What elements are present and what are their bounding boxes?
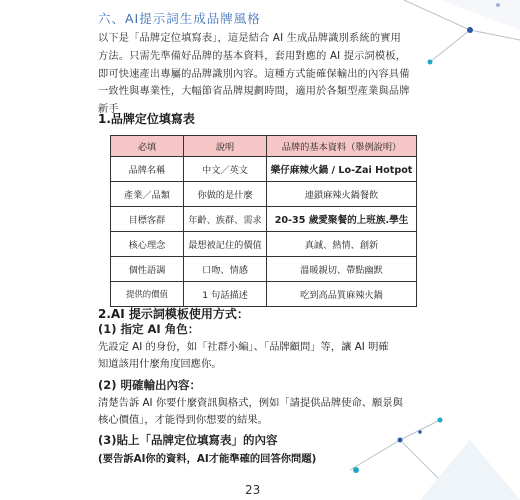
intro-line: 即可快速產出專屬的品牌識別內容。這種方式能確保輸出的內容具備 — [98, 68, 410, 80]
table-cell: 你做的是什麼 — [184, 182, 267, 207]
table-cell: 1 句話描述 — [184, 282, 267, 307]
table-cell: 口吻、情感 — [184, 257, 267, 282]
intro-line: 以下是「品牌定位填寫表」，這是結合 AI 生成品牌識別系統的實用 — [98, 33, 401, 44]
table-row — [111, 207, 417, 232]
table-cell: 提供的價值 — [111, 282, 184, 307]
table-row — [111, 282, 417, 307]
table-cell: 個性語調 — [111, 257, 184, 282]
table-cell: 溫暖親切、帶點幽默 — [267, 257, 417, 282]
step1-line: 先設定 AI 的身份，如「社群小編」、「品牌顧問」等，讓 AI 明確 — [98, 341, 389, 353]
intro-line: 方法。只需先準備好品牌的基本資料，套用對應的 AI 提示詞模板， — [98, 50, 407, 62]
table-cell: 連鎖麻辣火鍋餐飲 — [267, 182, 417, 207]
brand-positioning-table — [110, 135, 417, 307]
page-number: 23 — [245, 483, 261, 497]
table-cell: 最想被記住的價值 — [184, 232, 267, 257]
step2-title: (2) 明確輸出內容： — [98, 378, 202, 392]
table-row — [111, 182, 417, 207]
heading-template-usage: 2.AI 提示詞模板使用方式： — [98, 307, 249, 321]
step3-title: (3)貼上「品牌定位填寫表」的內容 — [98, 433, 278, 447]
table-cell: 年齡、族群、需求 — [184, 207, 267, 232]
table-cell: 目標客群 — [111, 207, 184, 232]
step1-line: 知道該用什麼角度回應你。 — [98, 358, 222, 370]
table-cell: 品牌名稱 — [111, 157, 184, 182]
table-cell: 樂仔麻辣火鍋 / Lo-Zai Hotpot — [267, 157, 417, 182]
step2-line: 核心價值」，才能得到你想要的結果。 — [98, 414, 268, 426]
intro-line: 新手 — [98, 104, 119, 116]
table-cell: 核心理念 — [111, 232, 184, 257]
heading-brand-form: 1.品牌定位填寫表 — [98, 112, 195, 126]
table-cell: 產業／品類 — [111, 182, 184, 207]
table-header-cell: 說明 — [184, 136, 267, 157]
table-cell: 吃到高品質麻辣火鍋 — [267, 282, 417, 307]
table-header-cell: 必填 — [111, 136, 184, 157]
table-row — [111, 257, 417, 282]
step2-line: 清楚告訴 AI 你要什麼資訊與格式，例如「請提供品牌使命、願景與 — [98, 397, 403, 409]
table-cell: 20-35 歲愛聚餐的上班族.學生 — [267, 207, 417, 232]
table-cell: 真誠、熱情、創新 — [267, 232, 417, 257]
intro-paragraph — [98, 30, 428, 119]
table-header-cell: 品牌的基本資料（舉例說明） — [267, 136, 417, 157]
table-row — [111, 157, 417, 182]
table-header-row — [111, 136, 417, 157]
table-row — [111, 232, 417, 257]
intro-line: 一致性與專業性，大幅節省品牌規劃時間，適用於各類型產業與品牌 — [98, 86, 410, 98]
table-cell: 中文／英文 — [184, 157, 267, 182]
step3-note: (要告訴AI你的資料，AI才能準確的回答你問題) — [98, 453, 317, 465]
step1-title: (1) 指定 AI 角色： — [98, 322, 200, 336]
section-title: 六、AI提示詞生成品牌風格 — [98, 11, 261, 26]
